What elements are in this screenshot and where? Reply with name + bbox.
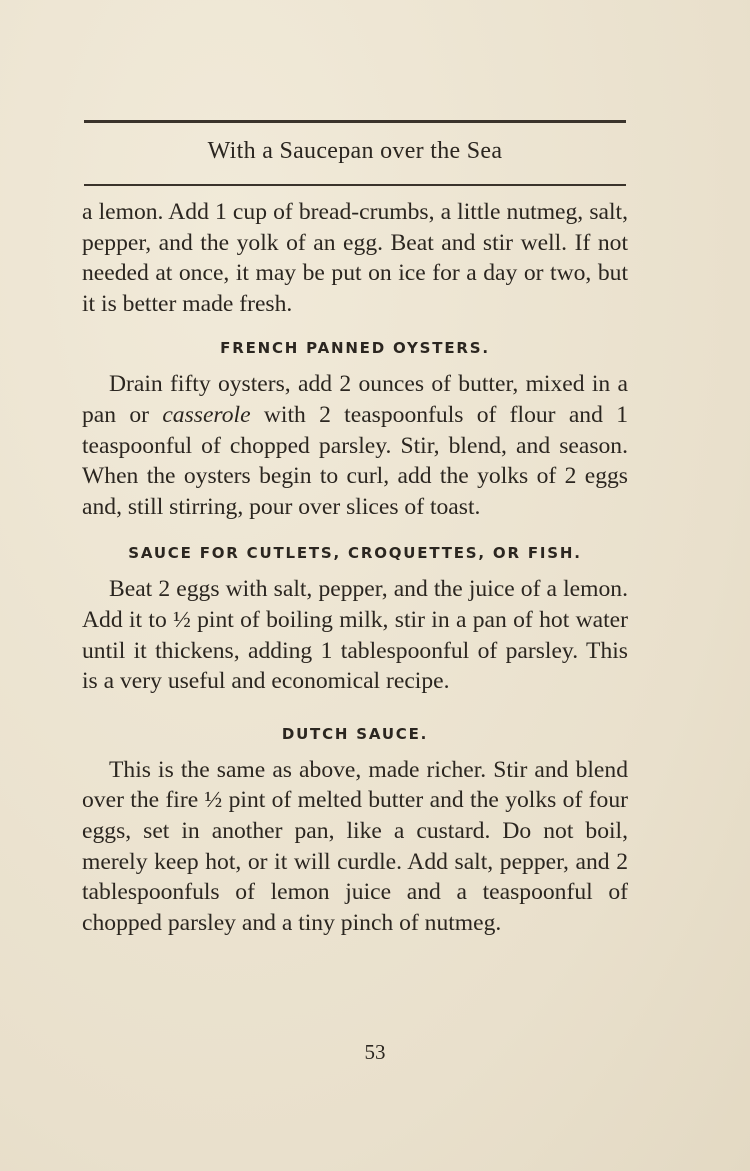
page-number: 53: [364, 1040, 386, 1064]
section-text-sauce-for-cutlets: Beat 2 eggs with salt, pepper, and the juice of a lemon. Add it to ½ pint of boiling milk, stir in a pan of hot water until it thickens, adding 1 tablespoonful of parsley. This is a very useful and economical recipe.: [82, 576, 628, 695]
page-body: [82, 197, 628, 938]
section-heading-sauce-for-cutlets: SAUCE FOR CUTLETS, CROQUETTES, OR FISH.: [128, 544, 582, 563]
section-text-french-panned-oysters: [82, 369, 628, 522]
section-text-dutch-sauce: This is the same as above, made richer. Stir and blend over the fire ½ pint of melted butter and the yolks of four eggs, set in another pan, like a custard. Do not boil, merely keep hot, or it will curdle. Add salt, pepper, and 2 tablespoonfuls of lemon juice and a teaspoonful of chopped parsley and a tiny pinch of nutmeg.: [82, 756, 628, 936]
text-segment: Drain fifty oysters, add 2 ounces of butter, mixed in a pan or: [82, 371, 628, 428]
text-segment: with 2 teaspoonfuls of flour and 1 teaspoonful of chopped parsley. Stir, blend, and season. When the oysters begin to curl, add the yolks of 2 eggs and, still stirring, pour over slices of toast.: [82, 401, 628, 520]
header-rule-bottom: [84, 184, 626, 186]
header-rule-top: [84, 120, 626, 123]
intro-paragraph: a lemon. Add 1 cup of bread-crumbs, a little nutmeg, salt, pepper, and the yolk of an egg. Beat and stir well. If not needed at once, it may be put on ice for a day or two, but it is better made fresh.: [82, 199, 628, 317]
section-heading-dutch-sauce: DUTCH SAUCE.: [281, 724, 429, 743]
section-heading-french-panned-oysters: FRENCH PANNED OYSTERS.: [220, 339, 490, 358]
running-head: With a Saucepan over the Sea: [207, 138, 503, 164]
italic-term: casserole: [162, 401, 251, 428]
